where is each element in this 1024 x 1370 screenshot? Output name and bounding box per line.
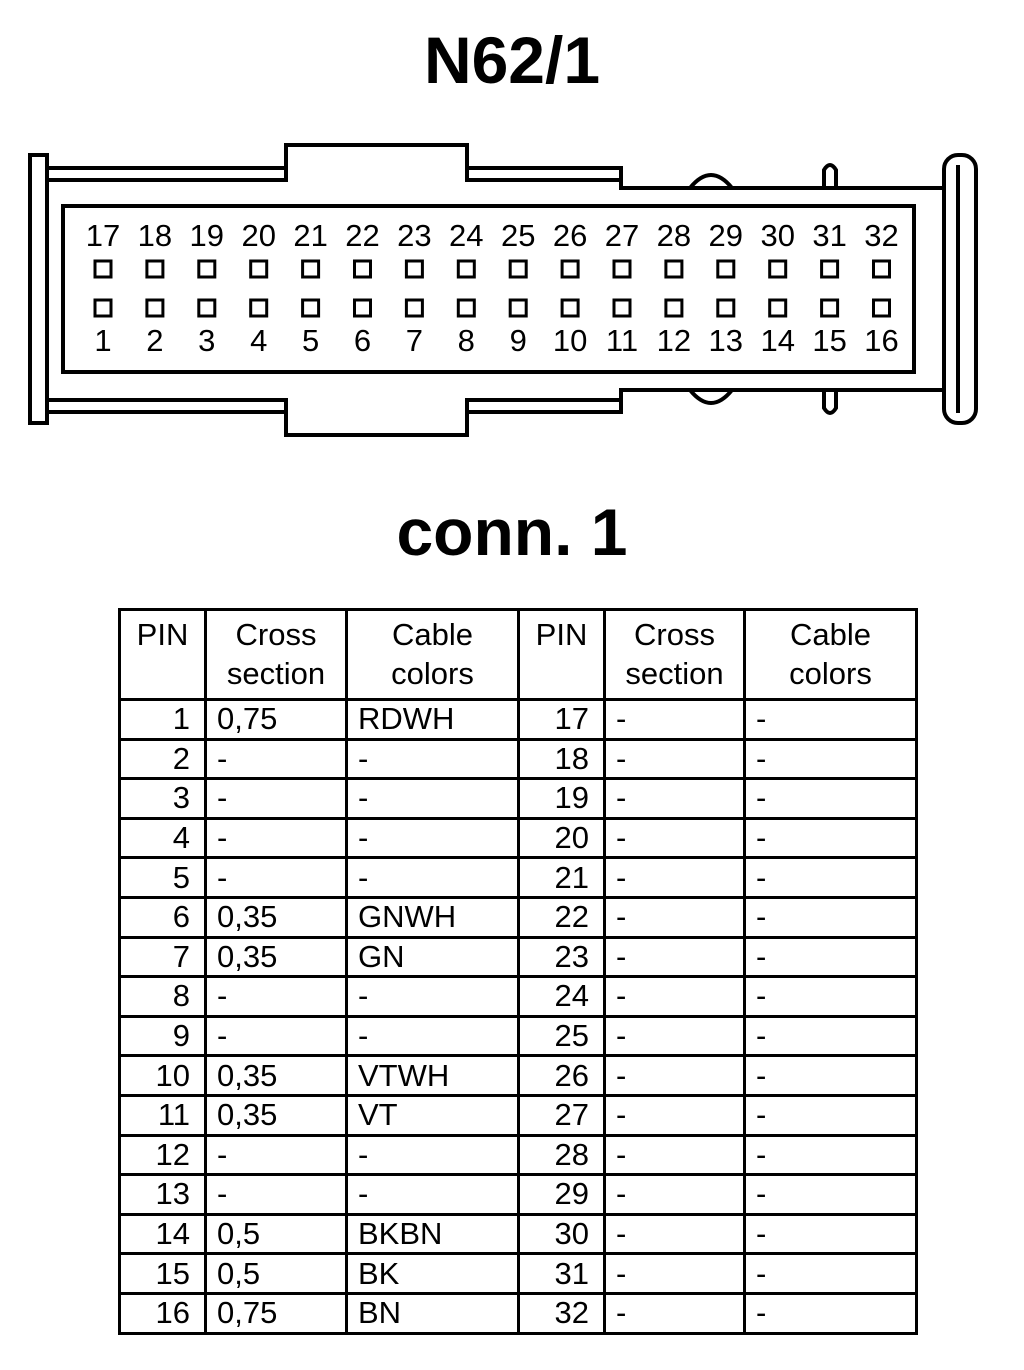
pin-square [666,261,682,277]
cable-color-cell: - [745,897,917,937]
pin-number-label: 6 [353,323,372,358]
pin-number-label: 9 [509,323,527,358]
cable-color-cell: - [347,977,519,1017]
cable-color-cell: - [347,1135,519,1175]
cross-section-cell: 0,35 [206,897,347,937]
pin-square [355,261,371,277]
pin-square [874,261,890,277]
pin-square [303,300,319,316]
pin-cell: 6 [120,897,206,937]
pin-cell: 27 [519,1095,605,1135]
diagram-title: N62/1 [423,23,601,97]
header-cable-colors-2-line1: Cable [790,617,871,652]
pin-cell: 1 [120,700,206,740]
pin-number-label: 27 [604,218,640,253]
cross-section-cell: - [605,1175,745,1215]
connector-pin [198,300,215,358]
table-row [120,897,917,937]
cross-section-cell: 0,5 [206,1214,347,1254]
connector-pin [354,300,371,358]
pin-square [718,300,734,316]
pin-number-label: 18 [137,218,173,253]
cross-section-cell: 0,75 [206,700,347,740]
pin-square [355,300,371,316]
connector-pin [406,300,423,358]
header-cross-section [206,610,347,700]
connector-pin [146,300,163,358]
pin-square [562,261,578,277]
pin-number-label: 24 [449,218,484,253]
pin-number-label: 10 [552,323,588,358]
pin-cell: 12 [120,1135,206,1175]
cable-color-cell: BK [347,1254,519,1294]
cable-color-cell: - [347,858,519,898]
pin-number-label: 5 [301,323,320,358]
header-pin-2: PIN [519,610,605,700]
pin-number-label: 14 [760,323,795,358]
pin-cell: 23 [519,937,605,977]
table-row [120,937,917,977]
pin-cell: 7 [120,937,206,977]
pin-square [614,261,630,277]
pin-number-label: 23 [397,218,432,253]
table-row [120,779,917,819]
cable-color-cell: - [745,779,917,819]
pin-number-label: 21 [293,218,328,253]
cross-section-cell: - [605,1254,745,1294]
cross-section-cell: 0,75 [206,1293,347,1333]
pin-cell: 2 [120,739,206,779]
table-row [120,977,917,1017]
pin-number-label: 8 [457,323,475,358]
pin-cell: 21 [519,858,605,898]
pin-cell: 30 [519,1214,605,1254]
pin-number-label: 15 [812,323,847,358]
pin-square [95,261,111,277]
connector-drawing [0,0,1024,460]
cross-section-cell: - [206,858,347,898]
cross-section-cell: - [605,818,745,858]
clip-bottom [824,390,836,413]
cross-section-cell: - [605,1056,745,1096]
table-row [120,700,917,740]
pin-number-label: 1 [94,323,112,358]
cable-color-cell: - [745,700,917,740]
pin-square [770,261,786,277]
pin-number-label: 4 [250,323,268,358]
pin-cell: 25 [519,1016,605,1056]
connector-title: conn. 1 [396,495,628,569]
pin-number-label: 32 [864,218,899,253]
cable-color-cell: - [347,779,519,819]
connector-left-plate [30,155,47,423]
cross-section-cell: - [605,858,745,898]
pin-assignment-table [118,608,918,1335]
table-row [120,1135,917,1175]
connector-pin [458,300,475,358]
pin-square [251,300,267,316]
pin-cell: 17 [519,700,605,740]
cable-color-cell: GN [347,937,519,977]
cross-section-cell: - [206,1175,347,1215]
pin-square [406,300,422,316]
pin-cell: 3 [120,779,206,819]
pin-cell: 26 [519,1056,605,1096]
pin-cell: 9 [120,1016,206,1056]
clip-top [824,165,836,188]
pin-cell: 8 [120,977,206,1017]
table-row [120,1016,917,1056]
cross-section-cell: - [605,1214,745,1254]
cable-color-cell: - [745,977,917,1017]
cable-color-cell: - [347,1175,519,1215]
connector-pin [302,300,319,358]
pin-number-label: 16 [864,323,899,358]
connector-pin [250,300,267,358]
cable-color-cell: - [745,1293,917,1333]
connector-pin [510,300,527,358]
pin-cell: 29 [519,1175,605,1215]
pin-square [510,300,526,316]
pin-square [614,300,630,316]
pin-number-label: 31 [812,218,847,253]
cable-color-cell: - [745,1135,917,1175]
pin-square [822,300,838,316]
cable-color-cell: - [347,739,519,779]
cable-color-cell: - [745,1214,917,1254]
pin-square [458,261,474,277]
cable-color-cell: - [745,858,917,898]
pin-cell: 32 [519,1293,605,1333]
pin-cell: 15 [120,1254,206,1294]
cross-section-cell: - [206,1135,347,1175]
header-cross-section-2-line2: section [625,656,724,691]
table-row [120,1056,917,1096]
pin-cell: 31 [519,1254,605,1294]
cable-color-cell: - [745,1016,917,1056]
pin-number-label: 2 [146,323,164,358]
cable-color-cell: GNWH [347,897,519,937]
header-cable-colors [347,610,519,700]
pin-square [95,300,111,316]
pin-square [666,300,682,316]
pin-cell: 22 [519,897,605,937]
pin-square [199,261,215,277]
pin-number-label: 12 [656,323,692,358]
cable-color-cell: RDWH [347,700,519,740]
pin-square [458,300,474,316]
pin-square [251,261,267,277]
cross-section-cell: - [605,897,745,937]
cable-color-cell: - [745,818,917,858]
pin-cell: 11 [120,1095,206,1135]
pin-number-label: 20 [241,218,276,253]
header-cable-colors-line1: Cable [392,617,473,652]
pin-cell: 4 [120,818,206,858]
cross-section-cell: - [605,700,745,740]
cross-section-cell: - [605,1293,745,1333]
pin-square [147,261,163,277]
table-row [120,818,917,858]
pin-cell: 24 [519,977,605,1017]
cross-section-cell: - [605,1135,745,1175]
cross-section-cell: - [206,739,347,779]
pin-cell: 20 [519,818,605,858]
header-cross-section-line1: Cross [235,617,317,652]
pin-number-label: 7 [405,323,424,358]
cross-section-cell: - [206,1016,347,1056]
pin-number-label: 26 [552,218,588,253]
pin-cell: 18 [519,739,605,779]
cross-section-cell: - [206,818,347,858]
header-cable-colors-line2: colors [391,656,474,691]
pin-number-label: 19 [189,218,225,253]
table-row [120,1293,917,1333]
pin-square [406,261,422,277]
table-row [120,1214,917,1254]
connector-pin [94,300,111,358]
pin-cell: 14 [120,1214,206,1254]
pin-square [147,300,163,316]
pin-number-label: 25 [500,218,536,253]
pin-cell: 5 [120,858,206,898]
table-row [120,739,917,779]
cross-section-cell: 0,5 [206,1254,347,1294]
pin-number-label: 13 [708,323,744,358]
cable-color-cell: VTWH [347,1056,519,1096]
header-cable-colors-2-line2: colors [789,656,872,691]
cable-color-cell: - [745,1175,917,1215]
pin-square [822,261,838,277]
pin-square [718,261,734,277]
header-cable-colors-2 [745,610,917,700]
cross-section-cell: - [605,977,745,1017]
pin-number-label: 11 [605,323,639,358]
pin-square [874,300,890,316]
pin-number-label: 17 [85,218,121,253]
pin-number-label: 30 [760,218,795,253]
pin-cell: 10 [120,1056,206,1096]
header-pin: PIN [120,610,206,700]
header-cross-section-2-line1: Cross [634,617,715,652]
table-header-row [120,610,917,700]
cross-section-cell: - [605,739,745,779]
cable-color-cell: - [347,818,519,858]
pin-cell: 28 [519,1135,605,1175]
header-cross-section-line2: section [226,656,326,691]
cross-section-cell: - [206,779,347,819]
pin-square [199,300,215,316]
cable-color-cell: - [347,1016,519,1056]
pin-number-label: 29 [708,218,744,253]
cable-color-cell: BKBN [347,1214,519,1254]
pin-number-label: 28 [656,218,692,253]
table-row [120,1095,917,1135]
cross-section-cell: - [605,937,745,977]
cross-section-cell: - [605,1095,745,1135]
cross-section-cell: - [206,977,347,1017]
pin-square [562,300,578,316]
pin-square [770,300,786,316]
cable-color-cell: - [745,1095,917,1135]
pin-square [510,261,526,277]
header-cross-section-2 [605,610,745,700]
cross-section-cell: 0,35 [206,1056,347,1096]
cable-color-cell: BN [347,1293,519,1333]
cable-color-cell: - [745,739,917,779]
pin-square [303,261,319,277]
cable-color-cell: - [745,1056,917,1096]
cable-color-cell: - [745,1254,917,1294]
table-row [120,1254,917,1294]
pin-number-label: 22 [345,218,380,253]
pin-cell: 19 [519,779,605,819]
pin-cell: 13 [120,1175,206,1215]
cross-section-cell: - [605,1016,745,1056]
cross-section-cell: 0,35 [206,1095,347,1135]
table-row [120,1175,917,1215]
cable-color-cell: VT [347,1095,519,1135]
pin-cell: 16 [120,1293,206,1333]
table-row [120,858,917,898]
pin-number-label: 3 [198,323,216,358]
cable-color-cell: - [745,937,917,977]
cross-section-cell: - [605,779,745,819]
cross-section-cell: 0,35 [206,937,347,977]
